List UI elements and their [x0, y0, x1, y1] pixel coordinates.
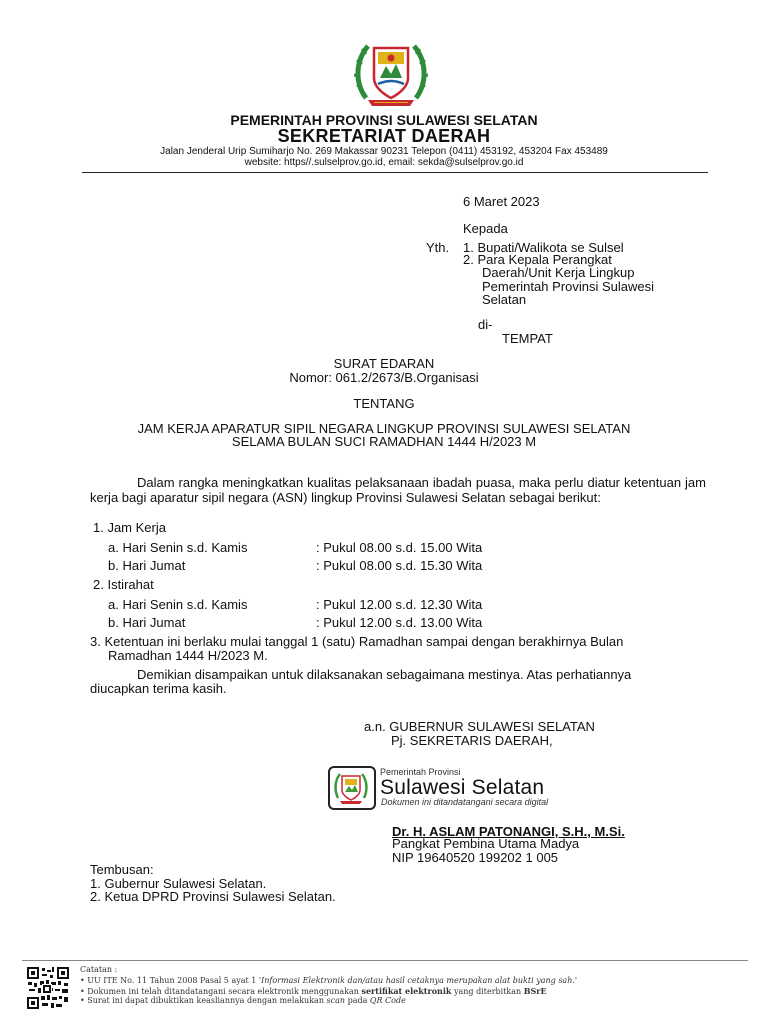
closing-paragraph-cont: diucapkan terima kasih. [90, 681, 227, 696]
point-three-cont: Ramadhan 1444 H/2023 M. [108, 648, 268, 663]
schedule-value: : Pukul 08.00 s.d. 15.30 Wita [316, 558, 483, 573]
schedule-label: a. Hari Senin s.d. Kamis [108, 540, 248, 555]
subject-line: SELAMA BULAN SUCI RAMADHAN 1444 H/2023 M [231, 434, 537, 449]
schedule-value: : Pukul 08.00 s.d. 15.00 Wita [316, 540, 483, 555]
badge-digital-note: Dokumen ini ditandatangani secara digital [381, 797, 549, 807]
schedule-label: b. Hari Jumat [108, 615, 186, 630]
signatory-name: Dr. H. ASLAM PATONANGI, S.H., M.Si. [392, 824, 625, 839]
signature-role: Pj. SEKRETARIS DAERAH, [391, 733, 553, 748]
schedule-value: : Pukul 12.00 s.d. 12.30 Wita [316, 597, 483, 612]
office-address: Jalan Jenderal Urip Sumiharjo No. 269 Makassar 90231 Telepon (0411) 453192, 453204 Fax 453489 [160, 146, 608, 157]
schedule-label: a. Hari Senin s.d. Kamis [108, 597, 248, 612]
province-coat-of-arms-icon [352, 38, 430, 110]
di-label: di- [478, 317, 493, 332]
recipient-line: 1. Bupati/Walikota se Sulsel [463, 240, 624, 255]
tembusan-item: 1. Gubernur Sulawesi Selatan. [90, 876, 267, 891]
footer-divider [22, 960, 748, 961]
footer-catatan-label: Catatan : [80, 965, 118, 974]
point-three: 3. Ketentuan ini berlaku mulai tanggal 1 (satu) Ramadhan sampai dengan berakhirnya Bulan [90, 634, 624, 649]
kepada-label: Kepada [463, 221, 508, 236]
tempat-label: TEMPAT [502, 331, 553, 346]
recipient-line: Daerah/Unit Kerja Lingkup [482, 265, 635, 280]
footer-note-ite: • UU ITE No. 11 Tahun 2008 Pasal 5 ayat 1 'Informasi Elektronik dan/atau hasil cetaknya merupakan alat bukti yang sah.' [80, 976, 578, 985]
schedule-label: b. Hari Jumat [108, 558, 186, 573]
signatory-nip: NIP 19640520 199202 1 005 [392, 850, 559, 865]
letter-type: SURAT EDARAN [333, 356, 435, 371]
tembusan-label: Tembusan: [90, 862, 154, 877]
subject-line: JAM KERJA APARATUR SIPIL NEGARA LINGKUP PROVINSI SULAWESI SELATAN [137, 421, 631, 436]
tentang-label: TENTANG [353, 396, 415, 411]
schedule-value: : Pukul 12.00 s.d. 13.00 Wita [316, 615, 483, 630]
recipient-line: Selatan [482, 292, 527, 307]
letter-number: Nomor: 061.2/2673/B.Organisasi [289, 370, 479, 385]
office-name: SEKRETARIAT DAERAH [277, 126, 491, 146]
tembusan-item: 2. Ketua DPRD Provinsi Sulawesi Selatan. [90, 889, 336, 904]
recipient-line: Pemerintah Provinsi Sulawesi [482, 279, 654, 294]
digital-signature-badge-icon [328, 766, 376, 810]
office-website: website: https//.sulselprov.go.id, email: sekda@sulselprov.go.id [244, 157, 524, 168]
badge-region-label: Sulawesi Selatan [380, 776, 545, 799]
intro-paragraph: Dalam rangka meningkatkan kualitas pelaksanaan ibadah puasa, maka perlu diatur ketentuan jam kerja bagi aparatur sipil negara (ASN) lingkup Provinsi Sulawesi Selatan sebagai berikut: [90, 475, 706, 505]
qr-code-icon[interactable] [26, 966, 70, 1010]
org-name: PEMERINTAH PROVINSI SULAWESI SELATAN [230, 112, 538, 128]
signatory-rank: Pangkat Pembina Utama Madya [392, 836, 580, 851]
closing-paragraph: Demikian disampaikan untuk dilaksanakan sebagaimana mestinya. Atas perhatiannya [137, 667, 632, 682]
signature-on-behalf: a.n. GUBERNUR SULAWESI SELATAN [364, 719, 595, 734]
section-heading: 1. Jam Kerja [93, 520, 166, 535]
header-divider [82, 172, 708, 173]
section-heading: 2. Istirahat [93, 577, 154, 592]
recipient-line: 2. Para Kepala Perangkat [463, 252, 612, 267]
yth-label: Yth. [426, 240, 450, 255]
badge-province-label: Pemerintah Provinsi [380, 767, 461, 777]
letter-date: 6 Maret 2023 [463, 194, 540, 209]
footer-note-signature: • Dokumen ini telah ditandatangani secara elektronik menggunakan sertifikat elektronik yang diterbitkan BSrE [80, 986, 547, 996]
footer-note-scan: • Surat ini dapat dibuktikan keasliannya dengan melakukan scan pada QR Code [80, 996, 406, 1005]
